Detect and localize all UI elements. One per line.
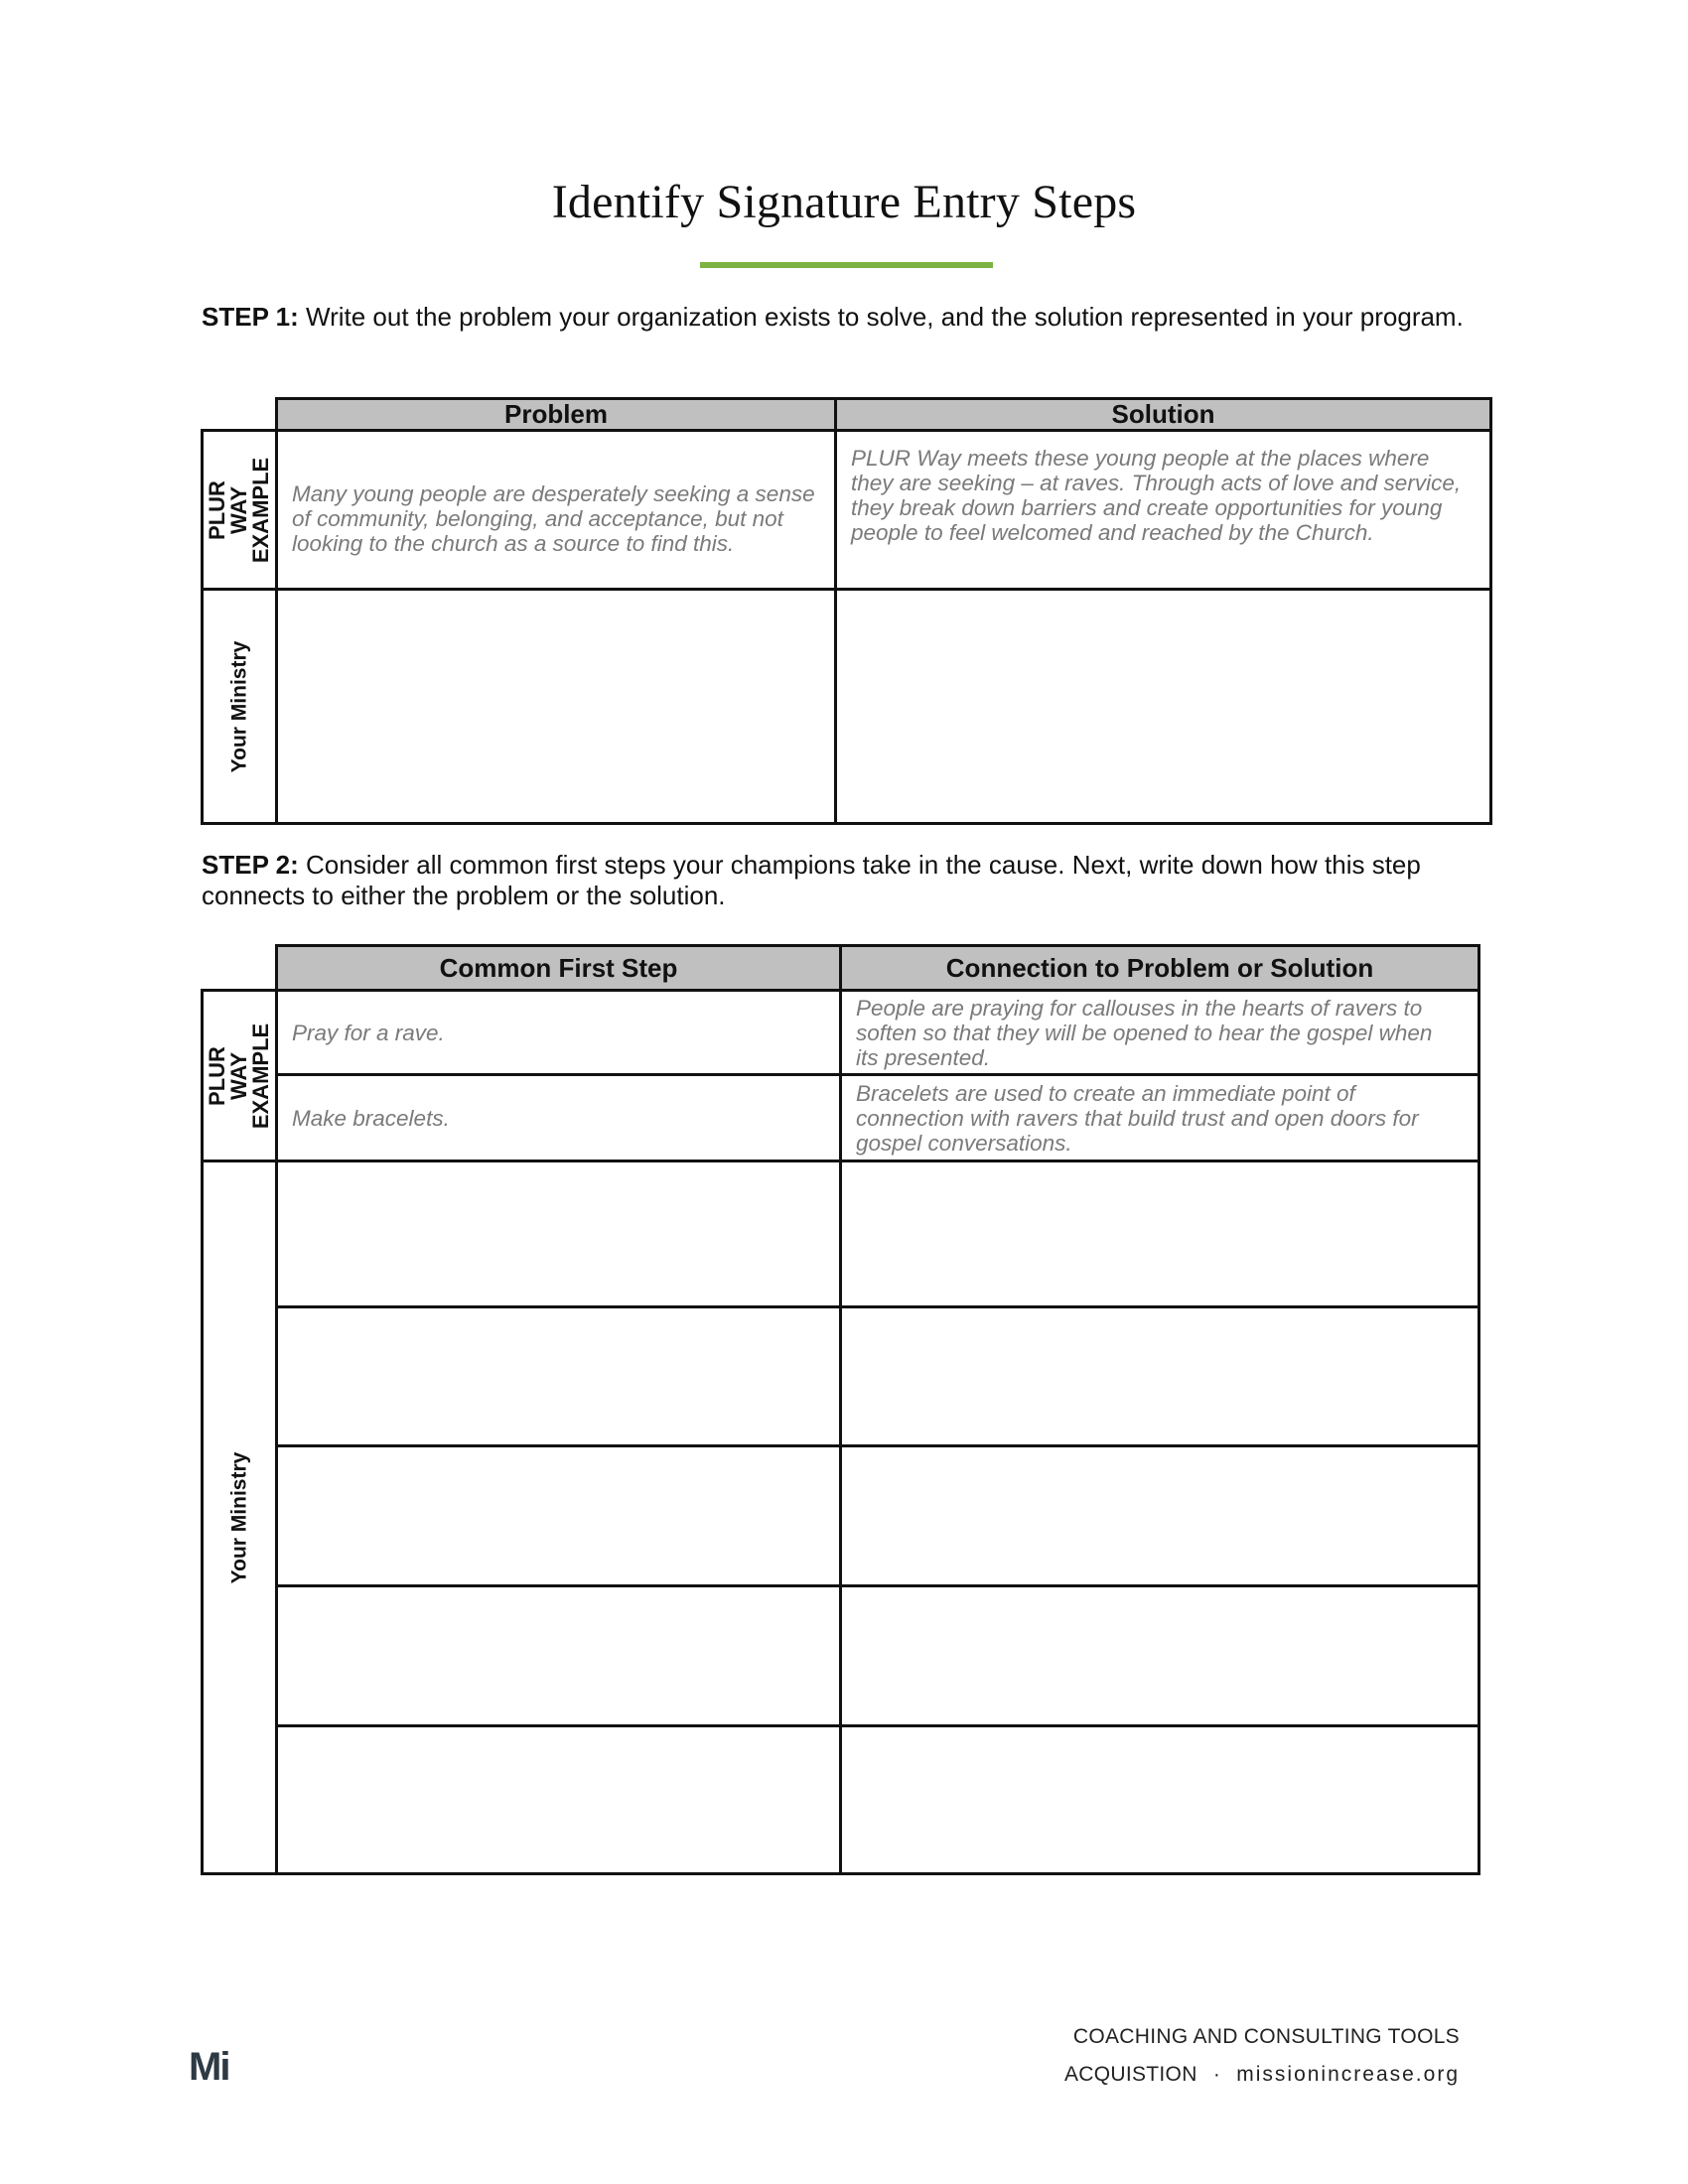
step2-ministry-step-5-input[interactable] [275,1724,842,1875]
step2-example-step-2[interactable] [275,1073,842,1162]
step2-example-row-label [201,989,278,1162]
step2-ministry-step-1-input[interactable] [275,1160,842,1308]
step2-ministry-row-label [201,1160,278,1875]
footer-category-line [1064,2063,1460,2087]
your-ministry-label: Your Ministry [227,1451,250,1583]
step2-example-connection-1[interactable] [839,989,1480,1076]
step1-label: STEP 1: [202,302,299,332]
example-connection-text: People are praying for callouses in the hearts of ravers to soften so that they will be opened to hear the gospel when its presented. [856,995,1433,1070]
footer-tools-label: COACHING AND CONSULTING TOOLS [1072,2025,1460,2048]
step1-instructions [202,302,1492,333]
plur-way-example-label: PLUR WAY EXAMPLE [205,457,273,563]
step1-ministry-row-label [201,588,278,825]
step1-ministry-solution-input[interactable] [834,588,1492,825]
step2-label: STEP 2: [202,850,299,880]
step2-ministry-step-2-input[interactable] [275,1305,842,1447]
footer-category: ACQUISTION [1063,2063,1197,2086]
footer-separator: · [1212,2063,1221,2086]
step1-text: Write out the problem your organization exists to solve, and the solution represented in your program. [298,302,1464,332]
step2-ministry-connection-5-input[interactable] [839,1724,1480,1875]
step2-instructions [202,850,1492,911]
step1-header-problem: Problem [275,397,837,432]
step2-ministry-connection-3-input[interactable] [839,1444,1480,1587]
mission-increase-logo: Mi [189,2045,229,2089]
step2-ministry-connection-2-input[interactable] [839,1305,1480,1447]
step1-example-row-label [201,429,278,591]
step2-ministry-connection-4-input[interactable] [839,1584,1480,1727]
plur-way-example-label: PLUR WAY EXAMPLE [205,1023,273,1129]
title-underline [700,262,993,268]
example-step-text: Make bracelets. [292,1105,450,1131]
step2-header-connection: Connection to Problem or Solution [839,944,1480,992]
step1-example-problem[interactable] [275,429,837,591]
example-step-text: Pray for a rave. [292,1020,445,1045]
step2-example-step-1[interactable] [275,989,842,1076]
step1-example-solution[interactable] [834,429,1492,591]
footer-url-link[interactable]: missionincrease.org [1236,2063,1460,2086]
your-ministry-label: Your Ministry [227,640,250,772]
step2-ministry-connection-1-input[interactable] [839,1160,1480,1308]
step2-ministry-step-4-input[interactable] [275,1584,842,1727]
step2-text: Consider all common first steps your champions take in the cause. Next, write down how this step connects to either the problem or the solution. [202,850,1421,910]
step2-header-first-step: Common First Step [275,944,842,992]
step1-ministry-problem-input[interactable] [275,588,837,825]
page-title: Identify Signature Entry Steps [551,176,1137,228]
example-solution-text: PLUR Way meets these young people at the places where they are seeking – at raves. Through acts of love and service, they break down barriers and create opportunities for young people to feel welcomed and reached by the Church. [851,446,1462,545]
step2-ministry-step-3-input[interactable] [275,1444,842,1587]
example-problem-text: Many young people are desperately seeking a sense of community, belonging, and acceptance, but not looking to the church as a source to find this. [292,481,815,556]
example-connection-text: Bracelets are used to create an immediate point of connection with ravers that build trust and open doors for gospel conversations. [856,1080,1419,1156]
step1-header-solution: Solution [834,397,1492,432]
step2-example-connection-2[interactable] [839,1073,1480,1162]
